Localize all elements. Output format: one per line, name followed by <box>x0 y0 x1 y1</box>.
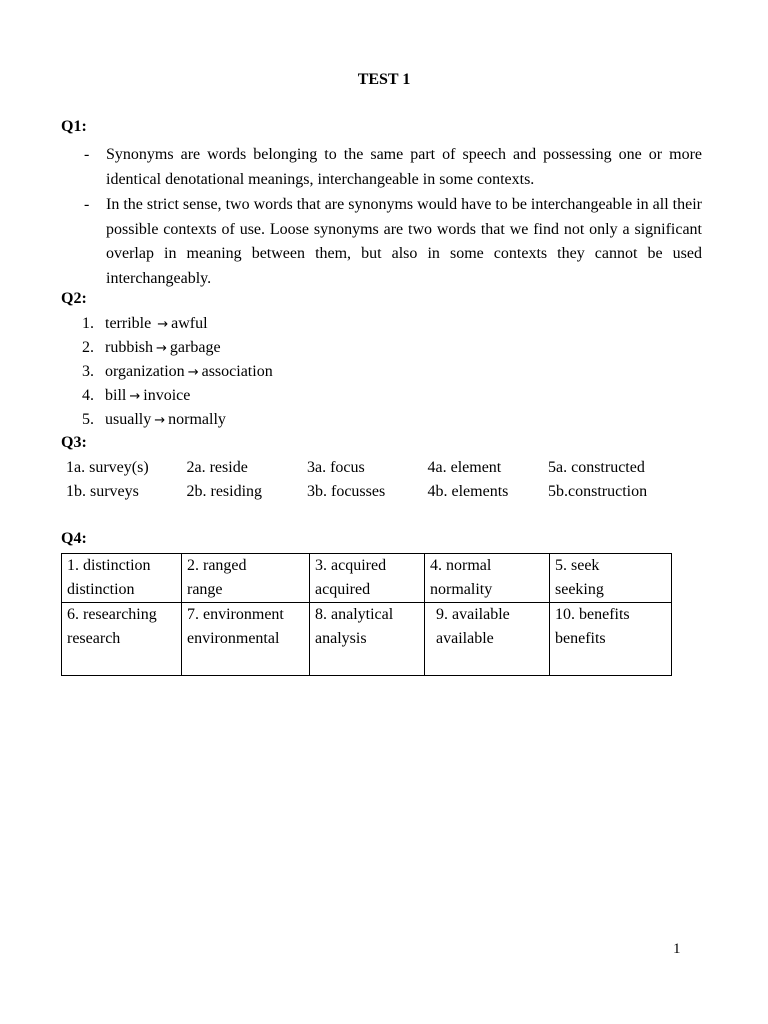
bullet-dash: - <box>84 196 90 213</box>
table-row <box>62 554 672 603</box>
right-arrow-icon: → <box>154 413 166 428</box>
page-number: 1 <box>673 941 681 957</box>
cell-label: 3. acquired <box>315 557 387 574</box>
table-cell <box>550 603 672 676</box>
bullet-dash: - <box>84 146 90 163</box>
q1-bullet-2 <box>84 193 702 291</box>
cell-answer: benefits <box>555 630 606 647</box>
list-item <box>82 360 273 384</box>
item-word: terrible <box>105 315 152 332</box>
right-arrow-icon: → <box>187 365 199 380</box>
q3-cell: 3a. focus <box>307 459 365 476</box>
list-item <box>82 408 273 432</box>
item-word: rubbish <box>105 339 153 356</box>
item-number: 5. <box>82 411 94 428</box>
q3-cell: 2b. residing <box>186 483 263 500</box>
page-title: TEST 1 <box>357 71 411 88</box>
cell-answer: seeking <box>555 581 604 598</box>
item-synonym: normally <box>168 411 226 428</box>
table-row <box>62 603 672 676</box>
bullet-text: In the strict sense, two words that are synonyms would have to be interchangeable in all their possible contexts of use. Loose synonyms are two words that we find not only a significant overlap in meaning between them, but also in some contexts they cannot be used interchangeably. <box>106 196 702 287</box>
q3-heading: Q3: <box>61 434 87 451</box>
cell-answer: range <box>187 581 223 598</box>
q3-cell: 5b.construction <box>548 483 648 500</box>
q3-cell: 2a. reside <box>186 459 248 476</box>
item-word: usually <box>105 411 152 428</box>
q1-heading: Q1: <box>61 118 87 135</box>
cell-answer: available <box>436 630 494 647</box>
list-item <box>82 312 273 336</box>
table-cell <box>310 603 425 676</box>
q3-row-b <box>66 480 669 504</box>
right-arrow-icon: → <box>157 317 169 332</box>
q3-cell: 4a. element <box>427 459 502 476</box>
table-cell <box>182 603 310 676</box>
q3-answer-grid <box>66 456 669 504</box>
table-cell <box>425 554 550 603</box>
q1-bullet-1 <box>84 143 702 192</box>
q2-heading: Q2: <box>61 290 87 307</box>
q3-cell: 1a. survey(s) <box>66 459 149 476</box>
table-cell <box>310 554 425 603</box>
cell-label: 4. normal <box>430 557 492 574</box>
bullet-text: Synonyms are words belonging to the same part of speech and possessing one or more identical denotational meanings, interchangeable in some contexts. <box>106 146 702 188</box>
cell-label: 6. researching <box>67 606 157 623</box>
table-cell <box>425 603 550 676</box>
cell-answer: normality <box>430 581 493 598</box>
item-word: organization <box>105 363 185 380</box>
table-cell <box>62 554 182 603</box>
cell-answer: distinction <box>67 581 135 598</box>
right-arrow-icon: → <box>129 389 141 404</box>
cell-answer: acquired <box>315 581 371 598</box>
q2-synonym-list <box>82 312 273 432</box>
cell-label: 1. distinction <box>67 557 151 574</box>
table-cell <box>62 603 182 676</box>
cell-answer: environmental <box>187 630 280 647</box>
item-synonym: awful <box>171 315 208 332</box>
list-item <box>82 384 273 408</box>
item-word: bill <box>105 387 127 404</box>
q3-cell: 1b. surveys <box>66 483 139 500</box>
q4-answer-table <box>61 553 672 676</box>
cell-label: 7. environment <box>187 606 284 623</box>
table-cell <box>550 554 672 603</box>
cell-label: 5. seek <box>555 557 600 574</box>
list-item <box>82 336 273 360</box>
q3-row-a <box>66 456 669 480</box>
item-synonym: invoice <box>143 387 191 404</box>
item-synonym: garbage <box>169 339 221 356</box>
cell-label: 9. available <box>436 606 510 623</box>
q4-heading: Q4: <box>61 530 87 547</box>
q3-cell: 4b. elements <box>427 483 509 500</box>
cell-label: 2. ranged <box>187 557 247 574</box>
q3-cell: 3b. focusses <box>307 483 386 500</box>
item-number: 3. <box>82 363 94 380</box>
right-arrow-icon: → <box>156 341 167 356</box>
item-number: 1. <box>82 315 94 332</box>
item-number: 4. <box>82 387 94 404</box>
q3-cell: 5a. constructed <box>548 459 645 476</box>
table-cell <box>182 554 310 603</box>
cell-answer: research <box>67 630 121 647</box>
cell-label: 8. analytical <box>315 606 394 623</box>
cell-answer: analysis <box>315 630 367 647</box>
item-synonym: association <box>201 363 273 380</box>
item-number: 2. <box>82 339 94 356</box>
cell-label: 10. benefits <box>555 606 630 623</box>
